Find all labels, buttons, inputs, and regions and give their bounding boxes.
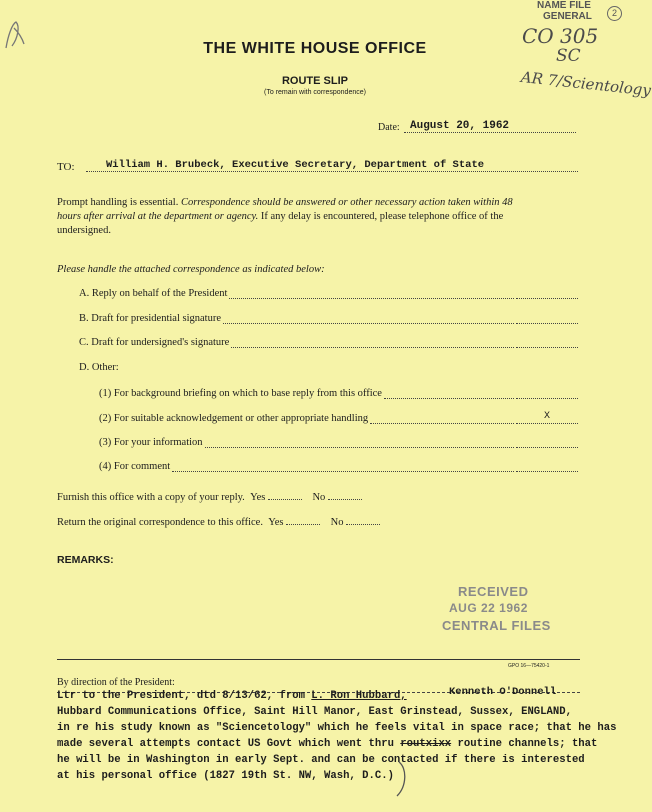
return-no-label: No (330, 517, 344, 528)
copy-yes-label: Yes (250, 492, 266, 503)
return-original-text: Return the original correspondence to this office. (57, 517, 263, 528)
option-c-leader (231, 338, 514, 348)
received-stamp-line1: RECEIVED (458, 584, 529, 599)
body-line-2: Hubbard Communications Office, Saint Hill Manor, East Grinstead, Sussex, ENGLAND, (57, 706, 572, 718)
route-slip-heading: ROUTE SLIP (281, 75, 348, 87)
body-line-1 (57, 690, 407, 702)
option-c-row (79, 335, 578, 348)
body-line-4-strike: routxixx (400, 738, 452, 750)
body-line-4 (57, 738, 597, 750)
copy-request-text: Furnish this office with a copy of your reply. (57, 492, 245, 503)
signer-name: Kenneth O'Donnell (449, 686, 557, 698)
return-yes-blank (286, 524, 320, 525)
body-line-4-text: made several attempts contact US Govt which went thru (57, 738, 394, 750)
return-original-row (57, 517, 380, 528)
option-a-answer (516, 286, 578, 299)
body-line-5: he will be in Washington in early Sept. and can be contacted if there is interested (57, 754, 585, 766)
route-slip-subtitle: (To remain with correspondence) (264, 89, 366, 96)
option-a-label: A. Reply on behalf of the President (79, 288, 228, 299)
copy-no-label: No (312, 492, 326, 503)
section-divider (57, 659, 580, 660)
intro-italic: Correspondence should be answered or other necessary action taken within 48 (180, 197, 513, 208)
option-c-label: C. Draft for undersigned's signature (79, 337, 230, 348)
body-line-1-text: Ltr to the President, dtd 8/13/62, from (57, 690, 305, 702)
gpo-code: GPO 16—75420-1 (508, 663, 550, 669)
option-d2-answer: X (516, 411, 578, 424)
date-label: Date: (378, 122, 400, 133)
option-d2-label: (2) For suitable acknowledgement or other appropriate handling (99, 413, 369, 424)
remarks-label: REMARKS: (57, 554, 114, 566)
option-d3-answer (516, 435, 578, 448)
intro-line-3: undersigned. (57, 225, 111, 236)
option-d3-label: (3) For your information (99, 437, 203, 448)
copy-yes-blank (268, 499, 302, 500)
option-a-leader (229, 289, 514, 299)
body-line-1-name: L. Ron Hubbard, (311, 690, 407, 702)
to-label: TO: (57, 161, 75, 173)
option-d1-leader (384, 389, 514, 399)
return-no-blank (346, 524, 380, 525)
option-d4-answer (516, 459, 578, 472)
body-line-3: in re his study known as "Sciencetology" which he feels vital in space race; that he has (57, 722, 617, 734)
to-recipient: William H. Brubeck, Executive Secretary, Department of State (86, 159, 578, 172)
instructions: Please handle the attached correspondence as indicated below: (57, 264, 325, 275)
option-d2-row (99, 411, 578, 424)
circled-number: 2 (607, 6, 622, 21)
option-a-row (79, 286, 578, 299)
option-b-answer (516, 311, 578, 324)
option-d1-answer (516, 386, 578, 399)
handwritten-sc: SC (556, 46, 581, 66)
option-c-answer (516, 335, 578, 348)
option-d4-label: (4) For comment (99, 461, 171, 472)
intro-line-2 (57, 211, 503, 222)
body-line-4-text-b: routine channels; that (457, 738, 598, 750)
option-d1-row (99, 386, 578, 399)
option-b-leader (223, 314, 514, 324)
option-b-label: B. Draft for presidential signature (79, 313, 221, 324)
option-d1-label: (1) For background briefing on which to base reply from this office (99, 388, 382, 399)
received-stamp-line3: CENTRAL FILES (442, 618, 551, 633)
option-d3-row (99, 435, 578, 448)
option-d-label: D. Other: (79, 362, 119, 373)
handwritten-ar-code: AR 7/Scientology (520, 68, 652, 100)
intro-italic-2: hours after arrival at the department or agency. (57, 211, 259, 222)
option-d4-leader (172, 462, 514, 472)
name-file-stamp: NAME FILE (537, 0, 591, 11)
intro-plain: Prompt handling is essential. (57, 197, 179, 208)
received-stamp-date: AUG 22 1962 (449, 601, 528, 615)
return-yes-label: Yes (268, 517, 284, 528)
option-d3-leader (205, 438, 514, 448)
body-line-6: at his personal office (1827 19th St. NW, Wash, D.C.) (57, 770, 394, 782)
intro-line-1 (57, 197, 513, 208)
general-stamp: GENERAL (543, 11, 592, 22)
copy-no-blank (328, 499, 362, 500)
option-b-row (79, 311, 578, 324)
page-title: THE WHITE HOUSE OFFICE (203, 40, 427, 57)
intro-plain-2: If any delay is encountered, please telephone office of the (260, 211, 504, 222)
copy-request-row (57, 492, 362, 503)
direction-label: By direction of the President: (57, 677, 175, 688)
date-value: August 20, 1962 (404, 120, 576, 133)
option-d4-row (99, 459, 578, 472)
option-d2-leader (370, 414, 514, 424)
bracket-mark-icon (395, 760, 415, 800)
handwritten-file-code: CO 305 (522, 24, 599, 48)
